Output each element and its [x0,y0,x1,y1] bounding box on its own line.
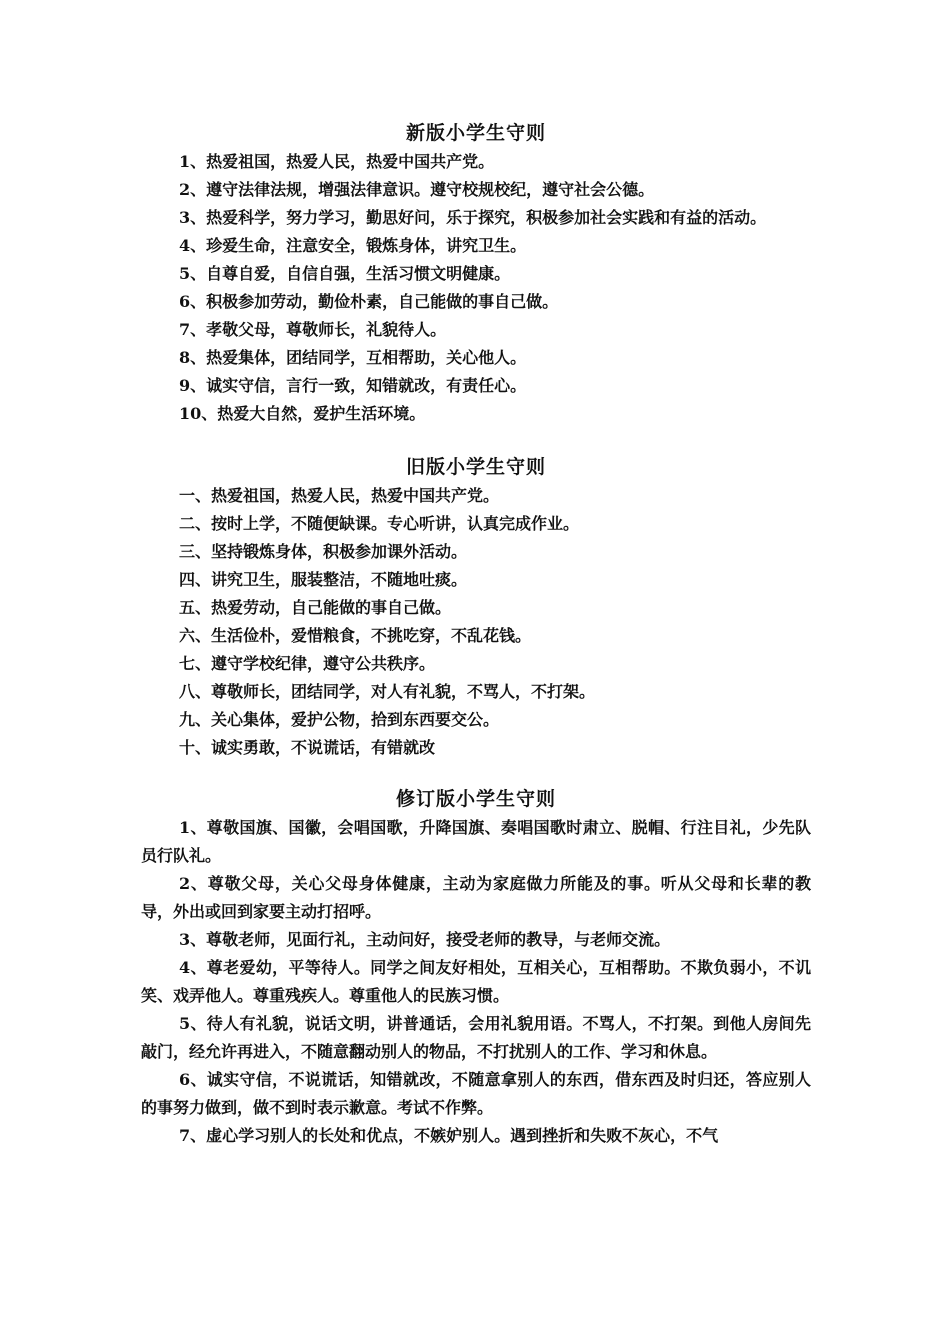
rule-item: 3、尊敬老师，见面行礼，主动问好，接受老师的教导，与老师交流。 [179,930,671,949]
rule-item: 3、热爱科学，努力学习，勤思好问，乐于探究，积极参加社会实践和有益的活动。 [179,208,767,227]
rule-item: 9、诚实守信，言行一致，知错就改，有责任心。 [179,376,527,395]
rule-item: 5、待人有礼貌，说话文明，讲普通话，会用礼貌用语。不骂人，不打架。到他人房间先敲门，经允许再进入，不随意翻动别人的物品，不打扰别人的工作、学习和休息。 [141,1014,811,1061]
rule-item: 十、诚实勇敢，不说谎话，有错就改 [179,738,436,757]
new-version-section [141,118,811,428]
rule-item: 八、尊敬师长，团结同学，对人有礼貌，不骂人，不打架。 [179,682,596,701]
rule-item: 九、关心集体，爱护公物，拾到东西要交公。 [179,710,500,729]
rule-item: 五、热爱劳动，自己能做的事自己做。 [179,598,452,617]
new-version-title: 新版小学生守则 [405,122,546,144]
rule-item: 2、遵守法律法规，增强法律意识。遵守校规校纪，遵守社会公德。 [179,180,655,199]
rule-item: 4、尊老爱幼，平等待人。同学之间友好相处，互相关心，互相帮助。不欺负弱小，不讥笑、戏弄他人。尊重残疾人。尊重他人的民族习惯。 [141,958,811,1005]
rule-item: 7、孝敬父母，尊敬师长，礼貌待人。 [179,320,447,339]
rule-item: 二、按时上学，不随便缺课。专心听讲，认真完成作业。 [179,514,580,533]
document-page [141,118,811,1150]
rule-item: 三、坚持锻炼身体，积极参加课外活动。 [179,542,468,561]
rule-item: 一、热爱祖国，热爱人民，热爱中国共产党。 [179,486,500,505]
rule-item: 七、遵守学校纪律，遵守公共秩序。 [179,654,436,673]
rule-item: 6、诚实守信，不说谎话，知错就改，不随意拿别人的东西，借东西及时归还，答应别人的事努力做到，做不到时表示歉意。考试不作弊。 [141,1070,811,1117]
rule-item: 8、热爱集体，团结同学，互相帮助，关心他人。 [179,348,527,367]
section-spacer [141,428,811,452]
rule-item: 5、自尊自爱，自信自强，生活习惯文明健康。 [179,264,511,283]
revised-version-section [141,784,811,1150]
old-version-title: 旧版小学生守则 [405,456,546,478]
rule-item: 四、讲究卫生，服装整洁，不随地吐痰。 [179,570,468,589]
old-version-section [141,452,811,762]
rule-item: 10、热爱大自然，爱护生活环境。 [179,404,426,423]
rule-item: 1、尊敬国旗、国徽，会唱国歌，升降国旗、奏唱国歌时肃立、脱帽、行注目礼，少先队员行队礼。 [141,818,811,865]
revised-version-title: 修订版小学生守则 [395,788,556,810]
rule-item: 2、尊敬父母，关心父母身体健康，主动为家庭做力所能及的事。听从父母和长辈的教导，外出或回到家要主动打招呼。 [141,874,811,921]
rule-item: 1、热爱祖国，热爱人民，热爱中国共产党。 [179,152,495,171]
rule-item: 4、珍爱生命，注意安全，锻炼身体，讲究卫生。 [179,236,527,255]
rule-item: 7、虚心学习别人的长处和优点，不嫉妒别人。遇到挫折和失败不灰心，不气 [179,1126,719,1145]
rule-item: 六、生活俭朴，爱惜粮食，不挑吃穿，不乱花钱。 [179,626,532,645]
rule-item: 6、积极参加劳动，勤俭朴素，自己能做的事自己做。 [179,292,559,311]
section-spacer [141,762,811,784]
